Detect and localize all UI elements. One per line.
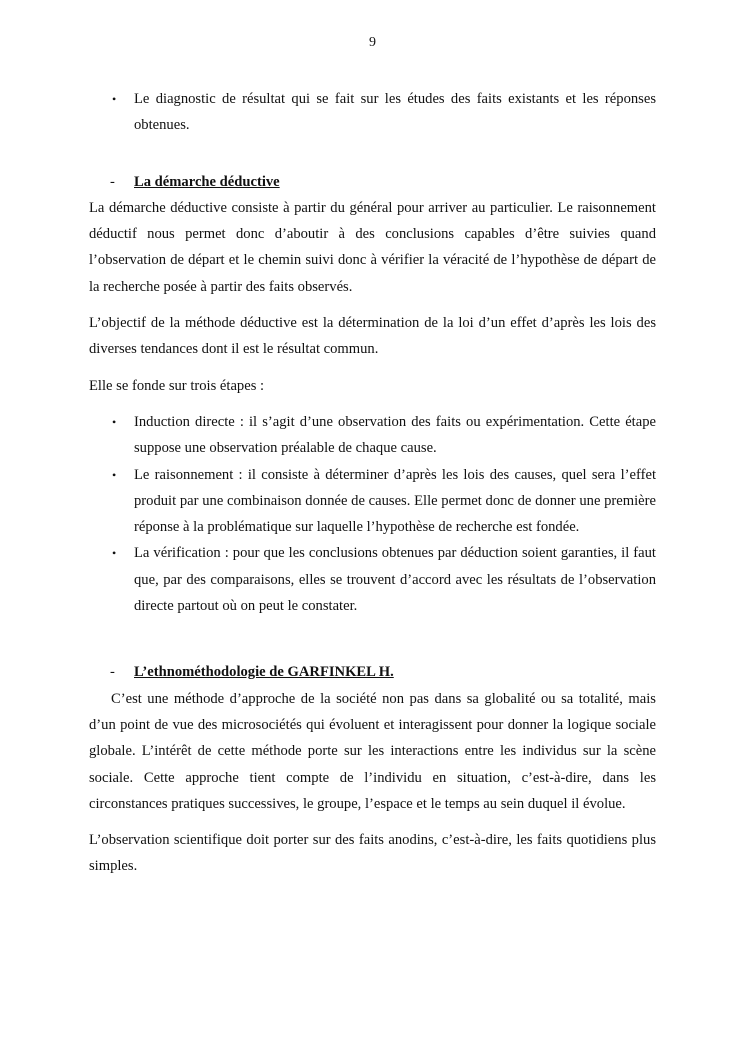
bullet-icon: • [112, 467, 117, 482]
section-heading-ethnomethodology [89, 659, 656, 685]
heading-text: La démarche déductive [134, 173, 280, 190]
bullet-text: Le raisonnement : il consiste à déterminer d’après les lois des causes, quel sera l’effet produit par une combinaison donnée de causes. Elle permet donc de donner une première réponse à la problématique sur laquelle l’hypothèse de recherche est fondée. [134, 466, 656, 536]
steps-bullet-list [89, 409, 656, 619]
paragraph: La démarche déductive consiste à partir du général pour arriver au particulier. Le raisonnement déductif nous permet donc d’aboutir à des conclusions capables d’être suivies quand l’observation de départ et le chemin suivi donc à vérifier la véracité de l’hypothèse de départ de la recherche posée à partir des faits observés. [89, 199, 656, 295]
section-heading-deductive [89, 169, 656, 195]
bullet-text: Induction directe : il s’agit d’une observation des faits ou expérimentation. Cette étape suppose une observation préalable de chaque cause. [134, 413, 656, 457]
page-content [89, 86, 656, 880]
intro-bullet-list [89, 86, 656, 139]
list-item [89, 462, 656, 541]
dash-marker: - [110, 173, 115, 190]
bullet-icon: • [112, 414, 117, 429]
paragraph: L’objectif de la méthode déductive est la détermination de la loi d’un effet d’après les lois des diverses tendances dont il est le résultat commun. [89, 315, 656, 358]
paragraph: L’observation scientifique doit porter sur des faits anodins, c’est-à-dire, les faits quotidiens plus simples. [89, 832, 656, 875]
heading-text: L’ethnométhodologie de GARFINKEL H. [134, 664, 394, 681]
bullet-icon: • [112, 92, 117, 106]
list-item [89, 86, 656, 139]
dash-marker: - [110, 664, 115, 681]
paragraph: C’est une méthode d’approche de la société non pas dans sa globalité ou sa totalité, mais d’un point de vue des microsociétés qui évoluent et interagissent pour donner la logique sociale globale. L’intérêt de cette méthode porte sur les interactions entre les individus sur la scène sociale. Cette approche tient compte de l’individu en situation, c’est-à-dire, dans les circonstances pratiques successives, le groupe, l’espace et le temps au sein duquel il évolue. [89, 690, 656, 812]
bullet-text: Le diagnostic de résultat qui se fait sur les études des faits existants et les réponses obtenues. [134, 91, 656, 134]
page-number: 9 [369, 35, 376, 50]
paragraph: Elle se fonde sur trois étapes : [89, 377, 265, 394]
list-item [89, 409, 656, 462]
list-item [89, 540, 656, 619]
bullet-text: La vérification : pour que les conclusions obtenues par déduction soient garanties, il faut que, par des comparaisons, elles se trouvent d’accord avec les résultats de l’observation directe partout où on peut le constater. [134, 545, 656, 615]
bullet-icon: • [112, 546, 117, 561]
